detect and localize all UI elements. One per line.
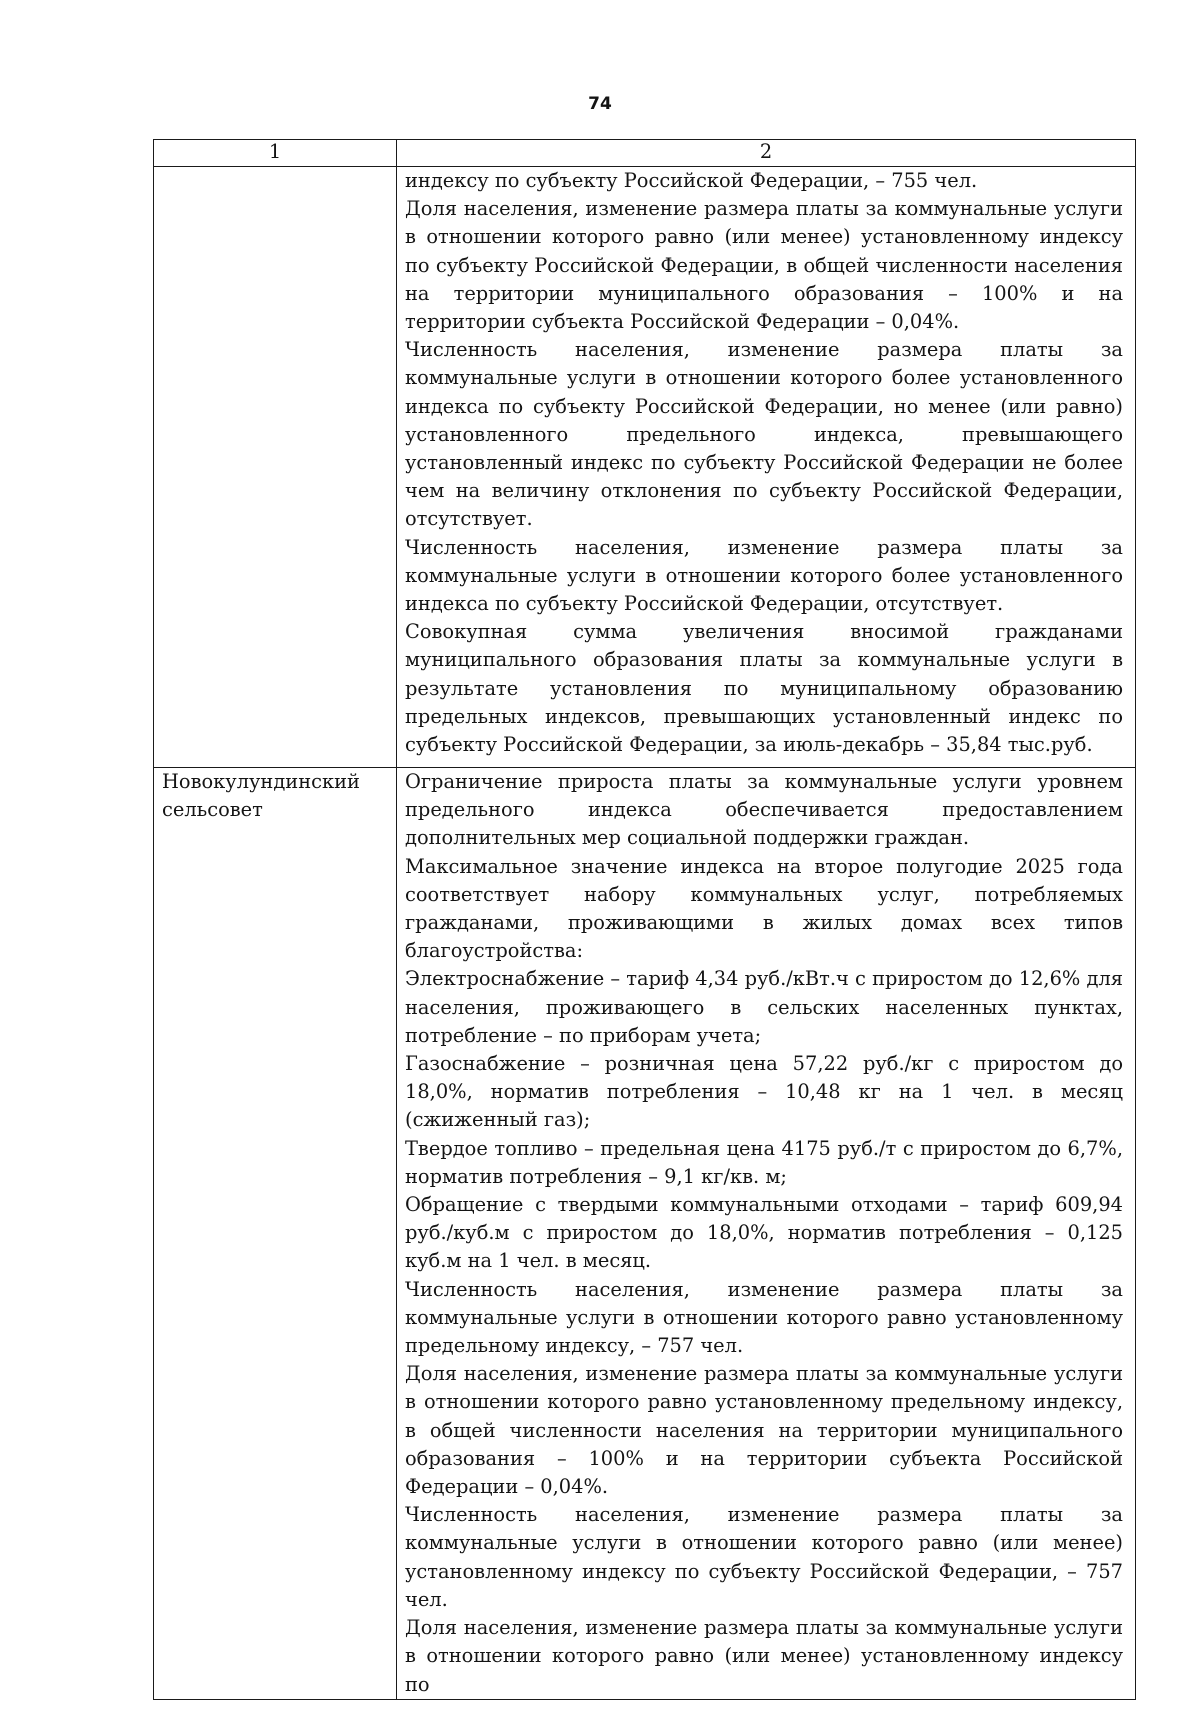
paragraph: Численность населения, изменение размера платы за коммунальные услуги в отношении которого более установленного индекса по субъекту Российской Федерации, отсутствует. <box>405 535 1123 616</box>
paragraph: Максимальное значение индекса на второе полугодие 2025 года соответствует набору коммунальных услуг, потребляемых гражданами, проживающими в жилых домах всех типов благоустройства: <box>405 854 1123 963</box>
column-header-1: 1 <box>154 140 397 167</box>
paragraph: Обращение с твердыми коммунальными отходами – тариф 609,94 руб./куб.м с приростом до 18,0%, норматив потребления – 0,125 куб.м на 1 чел. в месяц. <box>405 1193 1123 1273</box>
paragraph: Численность населения, изменение размера платы за коммунальные услуги в отношении которого более установленного индекса по субъекту Российской Федерации, но менее (или равно) установленного предельного индекса, превышающего установленный индекс по субъекту Российской Федерации не более чем на величину отклонения по субъекту Российской Федерации, отсутствует. <box>405 338 1123 531</box>
paragraph: Твердое топливо – предельная цена 4175 руб./т с приростом до 6,7%, норматив потребления – 9,1 кг/кв. м; <box>405 1136 1123 1188</box>
paragraph: Совокупная сумма увеличения вносимой гражданами муниципального образования платы за коммунальные услуги в результате установления по муниципальному образованию предельных индексов, превышающих установленный индекс по субъекту Российской Федерации, за июль-декабрь – 35,84 тыс.руб. <box>405 620 1123 757</box>
paragraph: Ограничение прироста платы за коммунальные услуги уровнем предельного индекса обеспечивается предоставлением дополнительных мер социальной поддержки граждан. <box>405 770 1123 850</box>
table-row <box>154 768 1136 1700</box>
paragraph: Численность населения, изменение размера платы за коммунальные услуги в отношении которого равно (или менее) установленному индексу по субъекту Российской Федерации, – 757 чел. <box>405 1503 1123 1611</box>
paragraph: Доля населения, изменение размера платы за коммунальные услуги в отношении которого равно (или менее) установленному индексу по <box>405 1616 1123 1696</box>
paragraph: Газоснабжение – розничная цена 57,22 руб./кг с приростом до 18,0%, норматив потребления – 10,48 кг на 1 чел. в месяц (сжиженный газ); <box>405 1052 1123 1132</box>
paragraph: индексу по субъекту Российской Федерации, – 755 чел. <box>405 169 978 192</box>
table-row <box>154 167 1136 768</box>
paragraph: Доля населения, изменение размера платы за коммунальные услуги в отношении которого равно (или менее) установленному индексу по субъекту Российской Федерации, в общей численности населения на территории муниципального образования – 100% и на территории субъекта Российской Федерации – 0,04%. <box>405 197 1123 334</box>
row-label-cell: Новокулундинский сельсовет <box>154 768 397 1700</box>
table-header-row <box>154 140 1136 167</box>
row-content-cell <box>397 768 1136 1700</box>
column-header-2: 2 <box>397 140 1136 167</box>
data-table <box>153 139 1136 1700</box>
page-number: 74 <box>588 94 612 114</box>
paragraph: Электроснабжение – тариф 4,34 руб./кВт.ч с приростом до 12,6% для населения, проживающего в сельских населенных пунктах, потребление – по приборам учета; <box>405 967 1123 1047</box>
row-content-cell <box>397 167 1136 768</box>
row-label-cell <box>154 167 397 768</box>
paragraph: Доля населения, изменение размера платы за коммунальные услуги в отношении которого равно установленному предельному индексу, в общей численности населения на территории муниципального образования – 100% и на территории субъекта Российской Федерации – 0,04%. <box>405 1362 1123 1499</box>
paragraph: Численность населения, изменение размера платы за коммунальные услуги в отношении которого равно установленному предельному индексу, – 757 чел. <box>405 1277 1123 1358</box>
